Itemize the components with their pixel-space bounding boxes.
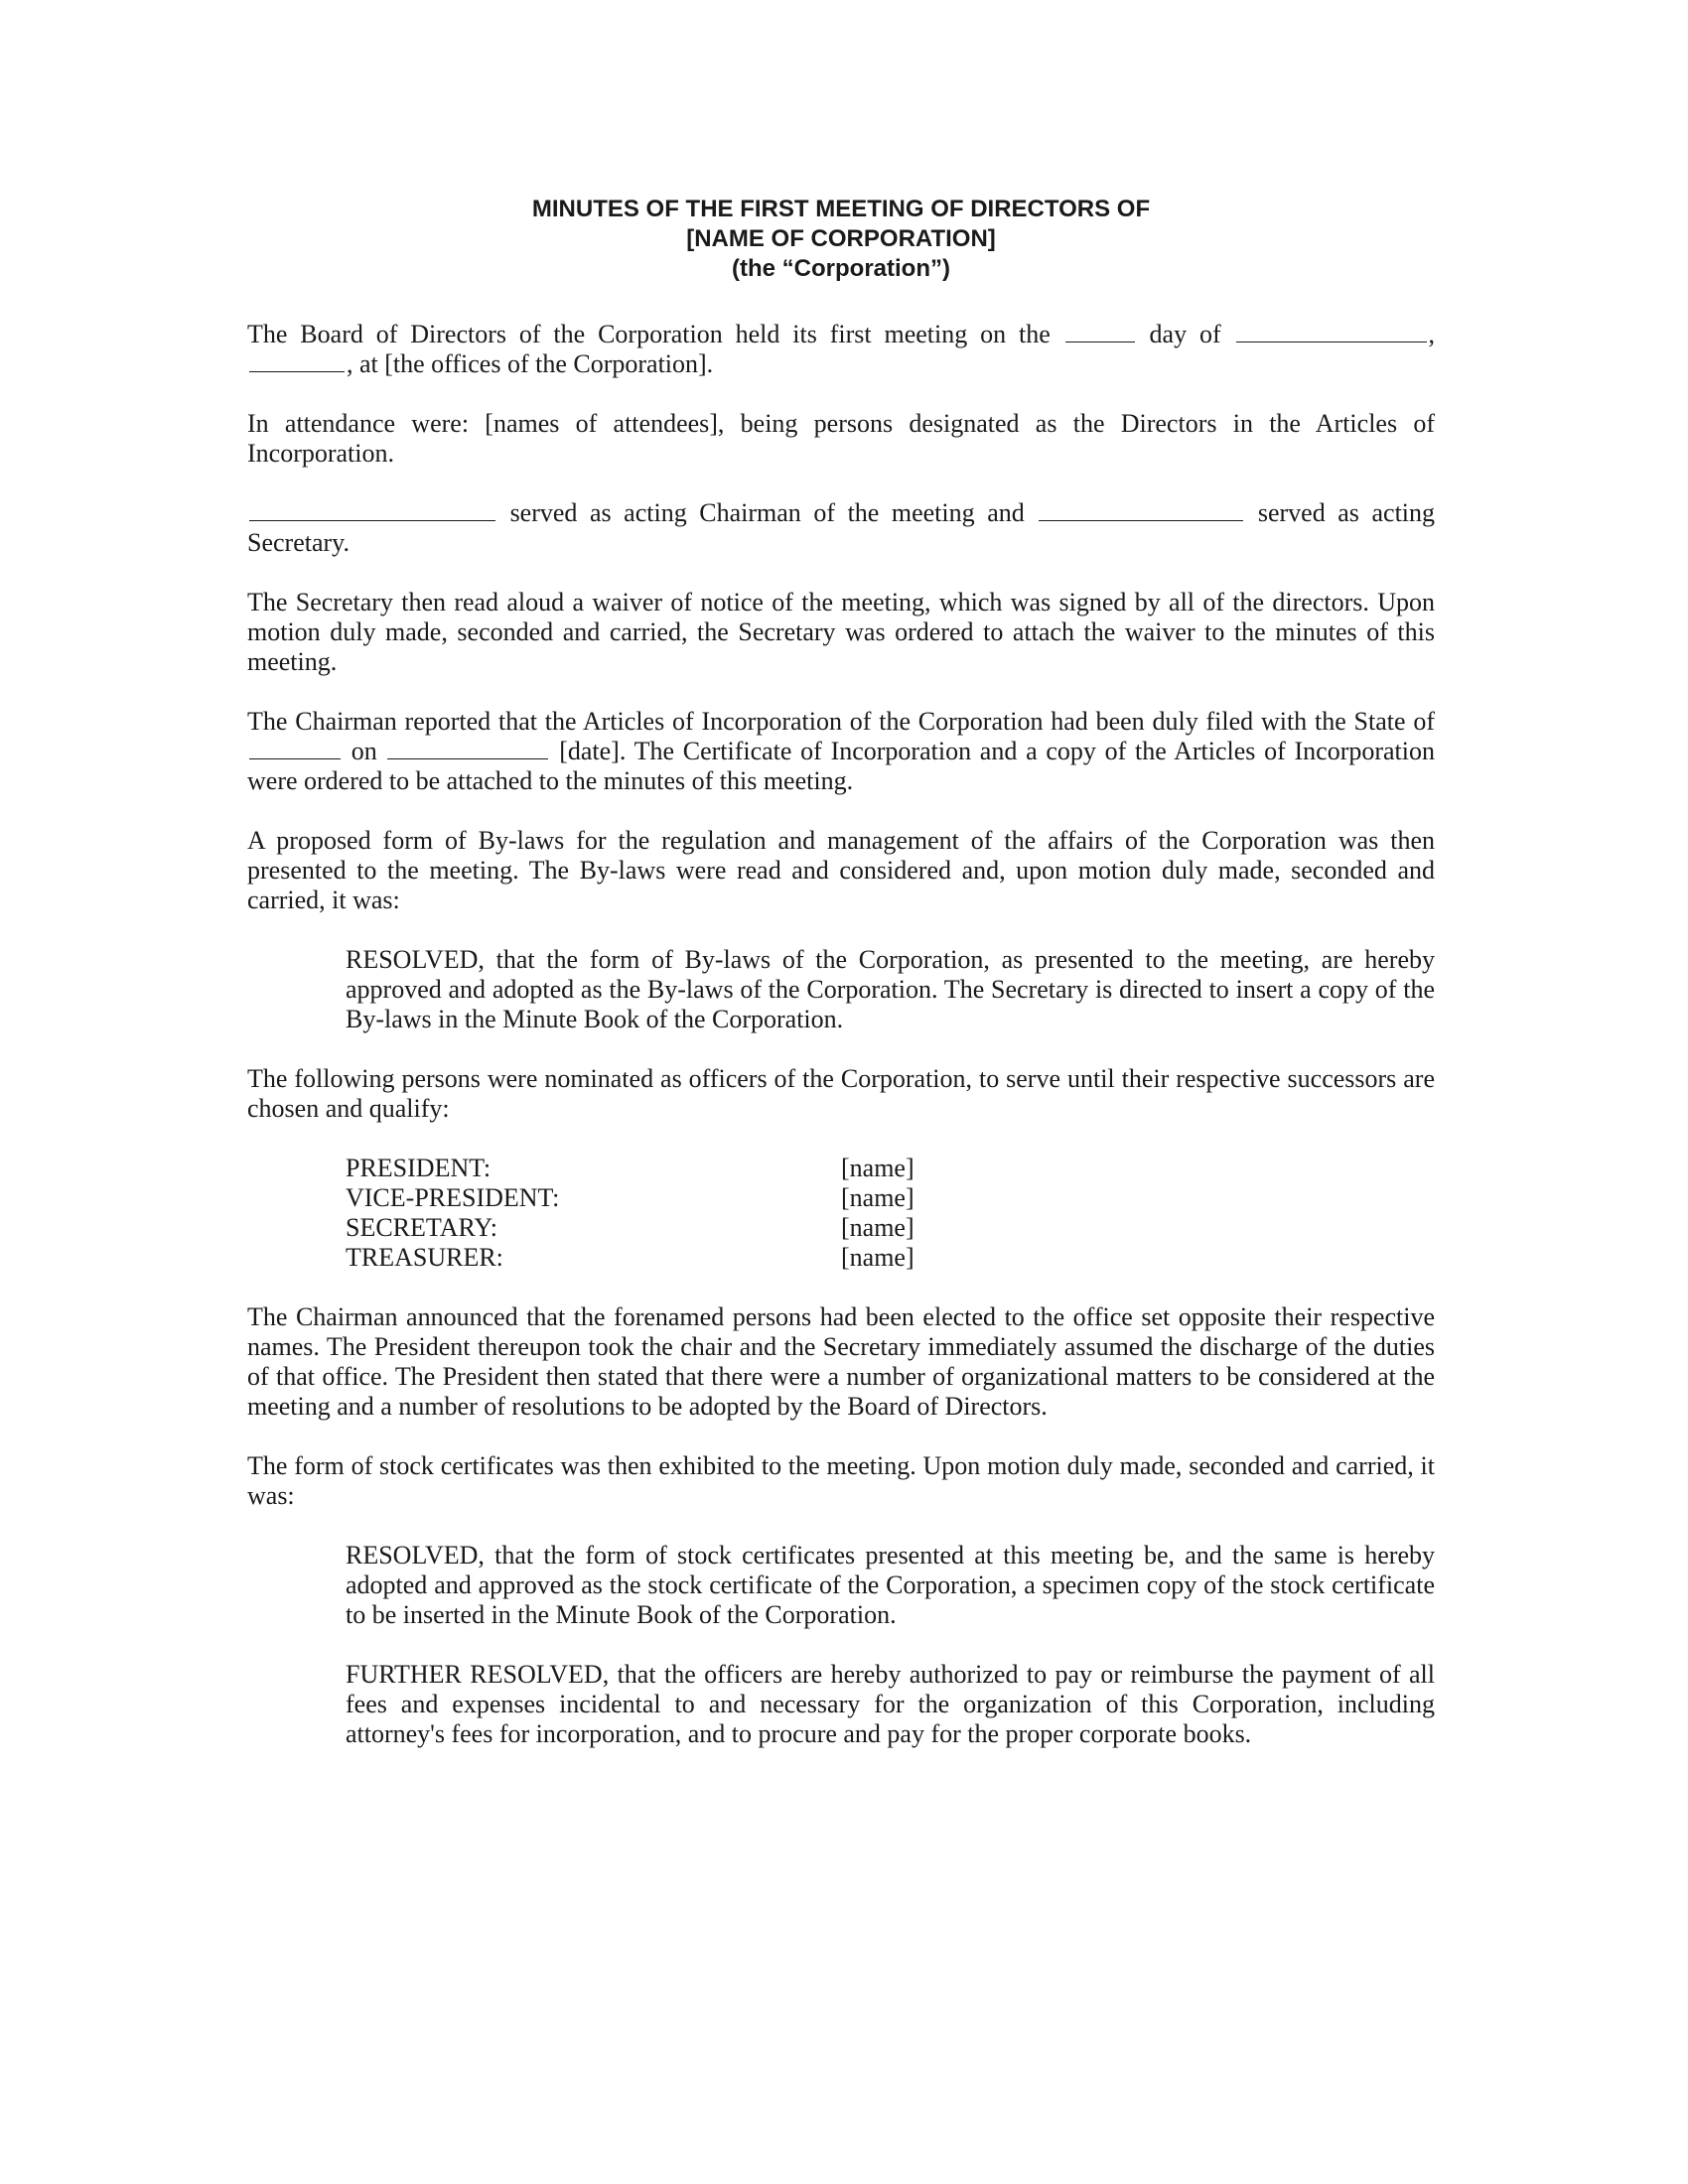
blank-day	[1065, 341, 1135, 342]
text-run: The Board of Directors of the Corporation held its first meeting on the	[247, 320, 1051, 348]
officer-name: [name]	[841, 1154, 914, 1182]
title-line-2: [NAME OF CORPORATION]	[686, 225, 996, 252]
document-page	[247, 195, 1435, 1779]
title-line-1: MINUTES OF THE FIRST MEETING OF DIRECTORS OF	[531, 196, 1151, 222]
officer-row	[346, 1154, 1435, 1183]
officers-nomination-paragraph: The following persons were nominated as officers of the Corporation, to serve until their respective successors are chosen and qualify:	[247, 1064, 1435, 1123]
officer-role: TREASURER:	[346, 1243, 503, 1272]
officer-name: [name]	[841, 1183, 914, 1212]
blank-year	[249, 370, 345, 372]
election-paragraph: The Chairman announced that the forenamed persons had been elected to the office set opposite their respective names. The President thereupon took the chair and the Secretary immediately assumed the discharge of the duties of that office. The President then stated that there were a number of organizational matters to be considered at the meeting and a number of resolutions to be adopted by the Board of Directors.	[247, 1302, 1435, 1421]
officer-row	[346, 1183, 1435, 1213]
officer-name: [name]	[841, 1243, 914, 1272]
blank-state	[249, 757, 341, 759]
document-title	[247, 195, 1435, 284]
stock-certificate-resolution: RESOLVED, that the form of stock certificates presented at this meeting be, and the same is hereby adopted and approved as the stock certificate of the Corporation, a specimen copy of the stock certificate to be inserted in the Minute Book of the Corporation.	[346, 1541, 1435, 1629]
officer-name: [name]	[841, 1213, 914, 1242]
text-run: on	[351, 737, 377, 765]
bylaws-paragraph: A proposed form of By-laws for the regulation and management of the affairs of the Corporation was then presented to the meeting. The By-laws were read and considered and, upon motion duly made, seconded and carried, it was:	[247, 826, 1435, 914]
articles-paragraph	[247, 707, 1435, 796]
text-run: ,	[1428, 320, 1436, 348]
meeting-date-paragraph	[247, 320, 1435, 379]
text-run: , at [the offices of the Corporation].	[347, 349, 714, 378]
officer-row	[346, 1243, 1435, 1273]
text-run: served as acting Chairman of the meeting and	[509, 498, 1025, 527]
blank-secretary	[1039, 519, 1243, 521]
officers-list	[346, 1154, 1435, 1273]
blank-month	[1236, 341, 1427, 342]
text-run: day of	[1149, 320, 1221, 348]
text-run: The Chairman reported that the Articles of Incorporation of the Corporation had been duly filed with the State of	[247, 707, 1435, 736]
officer-role: VICE-PRESIDENT:	[346, 1183, 560, 1212]
officer-row	[346, 1213, 1435, 1243]
chairman-secretary-paragraph	[247, 498, 1435, 558]
officer-role: PRESIDENT:	[346, 1154, 492, 1182]
blank-date	[387, 757, 548, 759]
text-run: served as acting Secretary.	[247, 498, 1436, 557]
fees-resolution: FURTHER RESOLVED, that the officers are hereby authorized to pay or reimburse the payment of all fees and expenses incidental to and necessary for the organization of this Corporation, including attorney's fees for incorporation, and to procure and pay for the proper corporate books.	[346, 1660, 1435, 1748]
officer-role: SECRETARY:	[346, 1213, 498, 1242]
attendance-paragraph: In attendance were: [names of attendees], being persons designated as the Directors in the Articles of Incorporation.	[247, 409, 1435, 468]
waiver-paragraph: The Secretary then read aloud a waiver of notice of the meeting, which was signed by all of the directors. Upon motion duly made, seconded and carried, the Secretary was ordered to attach the waiver to the minutes of this meeting.	[247, 588, 1435, 676]
title-line-3: (the “Corporation”)	[732, 255, 950, 282]
blank-chairman	[249, 519, 495, 521]
stock-certificate-paragraph: The form of stock certificates was then exhibited to the meeting. Upon motion duly made, seconded and carried, it was:	[247, 1451, 1435, 1510]
text-run: [date]. The Certificate of Incorporation and a copy of the Articles of Incorporation were ordered to be attached to the minutes of this meeting.	[247, 737, 1435, 795]
bylaws-resolution: RESOLVED, that the form of By-laws of the Corporation, as presented to the meeting, are hereby approved and adopted as the By-laws of the Corporation. The Secretary is directed to insert a copy of the By-laws in the Minute Book of the Corporation.	[346, 945, 1435, 1033]
